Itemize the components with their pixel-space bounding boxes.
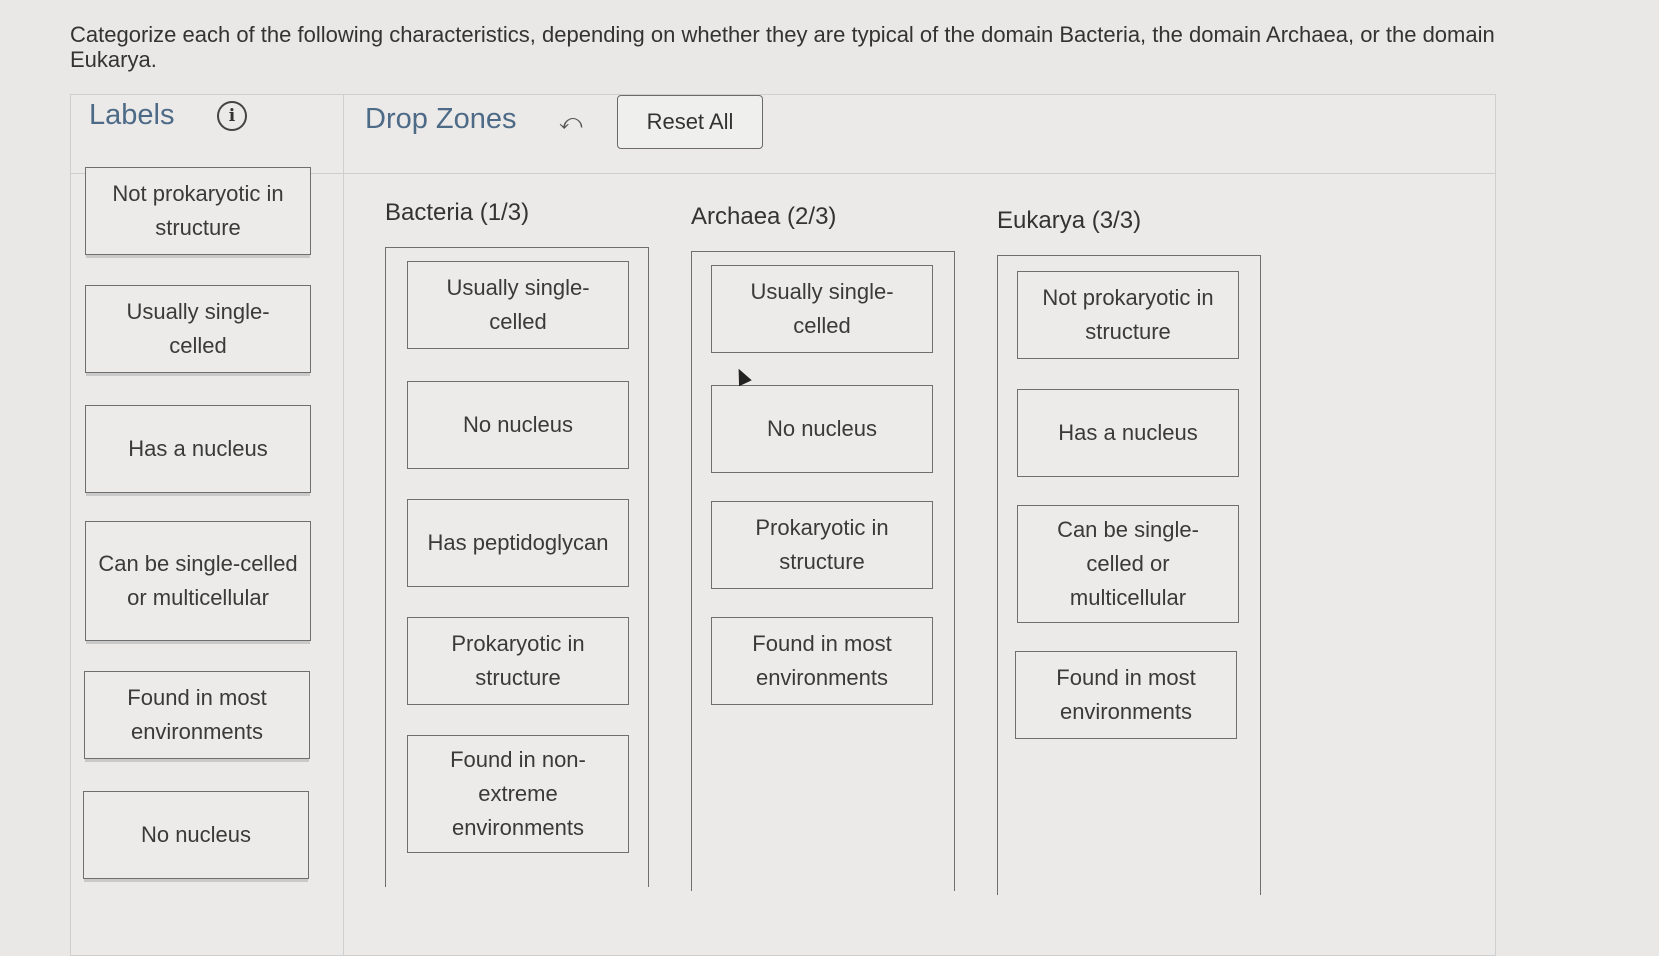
dropped-card[interactable]: Found in non-extreme environments [407, 735, 629, 853]
dropped-card[interactable]: Found in most environments [1015, 651, 1237, 739]
dropped-card[interactable]: No nucleus [711, 385, 933, 473]
zone-title-bacteria: Bacteria (1/3) [385, 199, 530, 226]
dropped-card[interactable]: Usually single-celled [711, 265, 933, 353]
instructions-text: Categorize each of the following characteristics, depending on whether they are typical of the domain Bacteria, the domain Archaea, or the domain Eukarya. [70, 22, 1495, 72]
label-card[interactable]: Has a nucleus [85, 405, 311, 493]
info-icon[interactable]: i [217, 101, 247, 131]
dropped-card[interactable]: Prokaryotic in structure [711, 501, 933, 589]
dropped-card[interactable]: Has a nucleus [1017, 389, 1239, 477]
label-card[interactable]: Can be single-celled or multicellular [85, 521, 311, 641]
dropped-card[interactable]: Usually single-celled [407, 261, 629, 349]
labels-title: Labels [89, 99, 175, 131]
labels-column [71, 95, 344, 955]
label-card[interactable]: Usually single-celled [85, 285, 311, 373]
label-card[interactable]: Not prokaryotic in structure [85, 167, 311, 255]
drag-drop-panel [70, 94, 1496, 956]
drop-zones-title: Drop Zones [365, 103, 517, 135]
dropped-card[interactable]: Can be single-celled or multicellular [1017, 505, 1239, 623]
reset-all-button[interactable]: Reset All [617, 95, 763, 149]
zone-title-archaea: Archaea (2/3) [691, 203, 837, 230]
dropped-card[interactable]: No nucleus [407, 381, 629, 469]
dropped-card[interactable]: Has peptidoglycan [407, 499, 629, 587]
label-card[interactable]: Found in most environments [84, 671, 310, 759]
zone-title-eukarya: Eukarya (3/3) [997, 207, 1142, 234]
dropped-card[interactable]: Not prokaryotic in structure [1017, 271, 1239, 359]
label-card[interactable]: No nucleus [83, 791, 309, 879]
dropped-card[interactable]: Prokaryotic in structure [407, 617, 629, 705]
dropped-card[interactable]: Found in most environments [711, 617, 933, 705]
undo-icon[interactable]: ⤺ [559, 109, 583, 134]
